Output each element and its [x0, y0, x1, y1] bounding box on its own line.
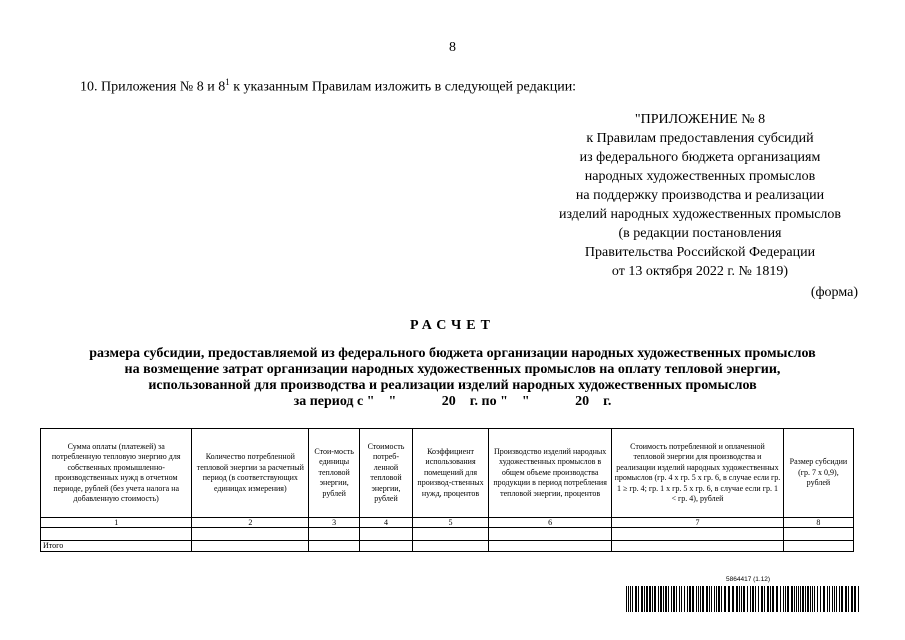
table-cell	[360, 528, 413, 541]
barcode-bar	[668, 586, 669, 612]
barcode-bar	[829, 586, 830, 612]
column-number-row	[41, 518, 854, 528]
intro-superscript: 1	[225, 77, 230, 87]
barcode-bar	[646, 586, 648, 612]
barcode-bar	[673, 586, 675, 612]
header-cell: Стоимость потребленной и оплаченной тепловой энергии для производства и реализации изделий народных художественных промыслов (гр. 4 x гр. 5 x гр. 6, в случае если гр. 1 ≥ гр. 4; гр. 1 x гр. 5 x гр. 6, в случае если гр. 1 < гр. 4), рублей	[612, 429, 784, 518]
barcode-bar	[663, 586, 664, 612]
barcode-bar	[658, 586, 659, 612]
table-cell	[309, 528, 360, 541]
barcode-bar	[780, 586, 781, 612]
barcode-bar	[635, 586, 637, 612]
barcode-bar	[758, 586, 759, 612]
appendix-line: (в редакции постановления	[618, 226, 782, 241]
barcode-bar	[800, 586, 801, 612]
table-cell	[489, 528, 612, 541]
barcode-bar	[839, 586, 840, 612]
table-cell	[412, 528, 488, 541]
barcode-label: 5864417 (1.12)	[726, 576, 771, 583]
barcode-bar	[812, 586, 813, 612]
appendix-line: народных художественных промыслов	[584, 169, 816, 184]
intro-text: 10. Приложения № 8 и 8	[80, 79, 226, 95]
table-header-row	[41, 429, 854, 518]
barcode-bar	[802, 586, 804, 612]
barcode-bar	[832, 586, 833, 612]
barcode-bar	[841, 586, 843, 612]
barcode-bar	[736, 586, 738, 612]
barcode-bar	[776, 586, 778, 612]
barcode-bar	[702, 586, 704, 612]
appendix-line: из федерального бюджета организациям	[579, 150, 821, 165]
barcode-bar	[845, 586, 847, 612]
barcode-bar	[750, 586, 751, 612]
barcode-bar	[787, 586, 789, 612]
barcode-bar	[794, 586, 795, 612]
barcode-bar	[814, 586, 815, 612]
barcode-bar	[706, 586, 708, 612]
calculation-table	[40, 428, 854, 552]
table-cell	[360, 541, 413, 552]
barcode-bar	[817, 586, 818, 612]
barcode-bar	[689, 586, 691, 612]
barcode-bar	[848, 586, 849, 612]
barcode-bar	[764, 586, 765, 612]
barcode-bar	[747, 586, 748, 612]
barcode-bar	[851, 586, 853, 612]
barcode-bar	[632, 586, 633, 612]
barcode-bar	[638, 586, 639, 612]
barcode-bar	[630, 586, 631, 612]
barcode-bar	[858, 586, 859, 612]
barcode-bar	[739, 586, 740, 612]
column-number: 3	[309, 518, 360, 528]
total-row	[41, 541, 854, 552]
barcode-bar	[834, 586, 835, 612]
appendix-line: изделий народных художественных промыслов	[558, 207, 842, 222]
barcode-bar	[741, 586, 742, 612]
barcode-bar	[796, 586, 797, 612]
barcode-bar	[752, 586, 754, 612]
column-number: 1	[41, 518, 192, 528]
barcode-bar	[807, 586, 809, 612]
barcode-bar	[679, 586, 680, 612]
barcode-bar	[644, 586, 645, 612]
barcode-bar	[676, 586, 677, 612]
barcode-bar	[724, 586, 726, 612]
barcode-bar	[684, 586, 685, 612]
table-cell	[309, 541, 360, 552]
column-number: 2	[192, 518, 309, 528]
barcode-bar	[718, 586, 720, 612]
barcode-bar	[770, 586, 771, 612]
barcode-bar	[681, 586, 682, 612]
barcode-bar	[854, 586, 856, 612]
barcode-bar	[687, 586, 688, 612]
barcode-bar	[628, 586, 629, 612]
subtitle-line: на возмещение затрат организации народных художественных промыслов на оплату тепловой энергии,	[124, 362, 781, 377]
table-cell	[783, 541, 853, 552]
barcode-bar	[791, 586, 793, 612]
column-number: 5	[412, 518, 488, 528]
column-number: 4	[360, 518, 413, 528]
barcode-bar	[755, 586, 756, 612]
appendix-line: к Правилам предоставления субсидий	[586, 131, 814, 146]
barcode-bar	[732, 586, 734, 612]
barcode-bar	[649, 586, 651, 612]
subtitle-period-line: за период с " " 20 г. по " " 20 г.	[293, 394, 612, 409]
header-cell: Стои-мость единицы тепловой энергии, рублей	[309, 429, 360, 518]
header-cell: Производство изделий народных художественных промыслов в общем объеме производства продукции в период потребления тепловой энергии, процентов	[489, 429, 612, 518]
barcode-bar	[698, 586, 699, 612]
column-number: 8	[783, 518, 853, 528]
page-number: 8	[449, 40, 456, 55]
barcode-bar	[836, 586, 837, 612]
barcode-bar	[716, 586, 717, 612]
barcode-bar	[810, 586, 811, 612]
appendix-line: "ПРИЛОЖЕНИЕ № 8	[634, 112, 766, 127]
column-number: 6	[489, 518, 612, 528]
appendix-header	[500, 110, 900, 281]
table-row	[41, 528, 854, 541]
table-cell	[192, 541, 309, 552]
table-cell	[612, 541, 784, 552]
intro-text-end: к указанным Правилам изложить в следующей редакции:	[229, 79, 577, 95]
subtitle-line: использованной для производства и реализации изделий народных художественных промыслов	[148, 378, 757, 393]
table-cell	[612, 528, 784, 541]
barcode-bar	[641, 586, 643, 612]
barcode-bar	[671, 586, 672, 612]
barcode-bar	[660, 586, 662, 612]
header-cell: Стоимость потреб-ленной тепловой энергии, рублей	[360, 429, 413, 518]
barcode-bar	[728, 586, 730, 612]
subtitle-line: размера субсидии, предоставляемой из федерального бюджета организации народных художественных промыслов	[89, 346, 816, 361]
header-cell: Коэффициент использования помещений для производ-ственных нужд, процентов	[412, 429, 488, 518]
barcode-bar	[692, 586, 694, 612]
barcode-bar	[823, 586, 825, 612]
header-cell: Размер субсидии (гр. 7 x 0,9), рублей	[783, 429, 853, 518]
barcode-bar	[827, 586, 828, 612]
table-cell	[489, 541, 612, 552]
barcode-bar	[626, 586, 627, 612]
barcode-bar	[772, 586, 774, 612]
appendix-line: Правительства Российской Федерации	[584, 245, 816, 260]
document-title: РАСЧЕТ	[410, 318, 495, 333]
barcode-bar	[767, 586, 769, 612]
barcode-bar	[820, 586, 821, 612]
table-cell	[41, 528, 192, 541]
barcode-bar	[709, 586, 710, 612]
header-cell: Сумма оплаты (платежей) за потребленную тепловую энергию для собственных промышленно-производственных нужд в отчетном периоде, рублей (без учета налога на добавленную стоимость)	[41, 429, 192, 518]
barcode-bar	[783, 586, 784, 612]
appendix-line: от 13 октября 2022 г. № 1819)	[611, 264, 789, 279]
document-subtitle	[30, 346, 875, 410]
barcode-bar	[743, 586, 745, 612]
appendix-line: на поддержку производства и реализации	[575, 188, 825, 203]
total-label: Итого	[41, 541, 192, 552]
barcode-bar	[654, 586, 656, 612]
table-cell	[412, 541, 488, 552]
barcode-bar	[785, 586, 786, 612]
barcode-bar	[805, 586, 806, 612]
barcode	[626, 586, 861, 612]
header-cell: Количество потребленной тепловой энергии за расчетный период (в соответствующих единицах измерения)	[192, 429, 309, 518]
barcode-bar	[711, 586, 712, 612]
barcode-bar	[721, 586, 722, 612]
table-cell	[192, 528, 309, 541]
barcode-bar	[700, 586, 701, 612]
intro-paragraph	[80, 77, 576, 96]
barcode-bar	[714, 586, 715, 612]
table-cell	[783, 528, 853, 541]
barcode-bar	[761, 586, 763, 612]
barcode-bar	[665, 586, 667, 612]
barcode-bar	[696, 586, 697, 612]
column-number: 7	[612, 518, 784, 528]
barcode-bar	[652, 586, 653, 612]
barcode-bar	[798, 586, 799, 612]
form-label: (форма)	[810, 285, 858, 300]
